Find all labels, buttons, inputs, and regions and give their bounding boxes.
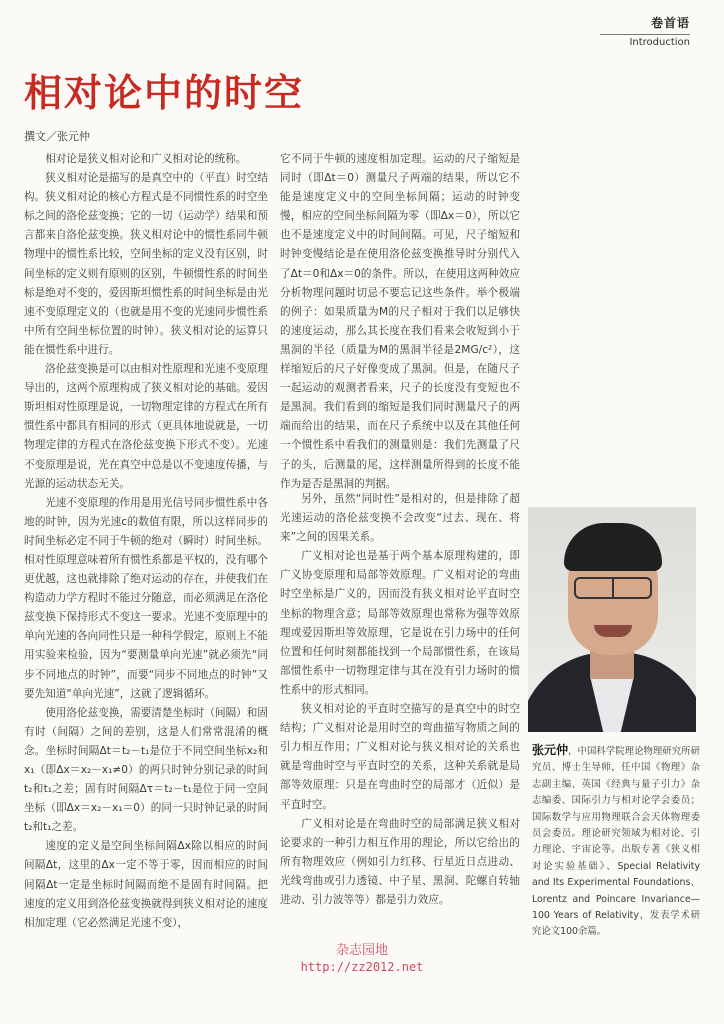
column-name-en: Introduction xyxy=(600,34,690,48)
paragraph: 广义相对论也是基于两个基本原理构建的，即广义协变原理和局部等效原理。广义相对论的弯曲时空坐标是广义的，因而没有狭义相对论平直时空坐标的物理含意；局部等效原理也常称为强等效原理或爱因斯坦等效原理，它是说在引力场中的任何位置和任何时刻都能找到一个局部惯性系，在该局部惯性系中一切物理定律与其在没有引力场时的惯性系中的形式相同。 xyxy=(280,550,520,696)
author-photo xyxy=(528,507,696,732)
paragraph: 光速不变原理的作用是用光信号同步惯性系中各地的时钟，因为光速c的数值有限，所以这样同步的时间坐标必定不同于牛顿的绝对（瞬时）时间坐标。相对性原理意味着所有惯性系都是平权的，没有哪个更优越，这也就排除了绝对运动的存在，并使我们在构造动力学方程时不能过分随意，而必须满足在洛伦兹变换下保持形式不变这一要求。光速不变原理中的单向光速的各向同性只是一种科学假定，原则上不能用实验来检验，因为“要测量单向光速”就必须先“同步不同地点的时钟”，而要“同步不同地点的时钟”又要先知道“单向光速”，这就了逻辑循环。 xyxy=(24,496,268,700)
paragraph: 它不同于牛顿的速度相加定理。运动的尺子缩短是同时（即Δt＝0）测量尺子两端的结果，所以它不能是速度定义中的空间坐标间隔；运动的时钟变慢，相应的空间坐标间隔为零（即Δx＝0），所以它也不是速度定义中的时间间隔。可见，尺子缩短和时钟变慢结论是在使用洛伦兹变换推导时分别代入了Δt＝0和Δx＝0的条件。所以，在使用这两种效应分析物理问题时切忌不要忘记这些条件。举个极端的例子：如果质量为M的尺子相对于我们以足够快的速度运动，那么其长度在我们看来会收短到小于黑洞的半径（质量为M的黑洞半径是2MG/c²），这样缩短后的尺子好像变成了黑洞。但是，在随尺子一起运动的观测者看来，尺子的长度没有变短也不是黑洞。我们看到的缩短是我们同时测量尺子的两端而给出的结果，而在尺子系统中以及在其他任何一个惯性系中看我们的测量则是：我们先测量了尺子的头，后测量的尾，这样测量所得到的长度不能作为是否是黑洞的判据。 xyxy=(280,153,520,490)
article-title: 相对论中的时空 xyxy=(24,70,305,115)
footer-site-name: 杂志园地 xyxy=(335,943,388,958)
paragraph: 狭义相对论的平直时空描写的是真空中的时空结构；广义相对论是用时空的弯曲描写物质之间的引力相互作用；广义相对论与狭义相对论的关系也就是弯曲时空与平直时空的关系，这种关系就是局部等效原理：只是在弯曲时空的局部才（近似）是平直时空。 xyxy=(280,703,520,811)
author-bio xyxy=(532,742,700,941)
column-middle-bottom xyxy=(280,490,520,910)
column-header xyxy=(600,14,690,48)
paragraph: 另外，虽然“同时性”是相对的，但是排除了超光速运动的洛伦兹变换不会改变“过去、现在、将来”之间的因果关系。 xyxy=(280,493,520,544)
byline: 撰文／张元仲 xyxy=(24,130,90,143)
paragraph: 速度的定义是空间坐标间隔Δx除以相应的时间间隔Δt，这里的Δx一定不等于零，因而相应的时间间隔Δt一定是坐标时间隔而绝不是固有时间隔。把速度的定义用到洛伦兹变换就得到狭义相对论的速度相加定理（它必然满足光速不变）， xyxy=(24,840,268,929)
paragraph: 广义相对论是在弯曲时空的局部满足狭义相对论要求的一种引力相互作用的理论，所以它给出的所有物理效应（例如引力红移、行星近日点进动、光线弯曲或引力透镜、中子星、黑洞、陀螺自转轴进动、引力波等等）都是引力效应。 xyxy=(280,817,520,906)
paragraph: 相对论是狭义相对论和广义相对论的统称。 xyxy=(45,153,247,165)
paragraph: 狭义相对论是描写的是真空中的（平直）时空结构。狭义相对论的核心方程式是不同惯性系的时空坐标之间的洛伦兹变换；它的一切（运动学）结果和预言都来自洛伦兹变换。狭义相对论中的惯性系同牛顿物理中的惯性系比较，空间坐标的定义没有区别，时间坐标的定义则有原则的区别，牛顿惯性系的时间坐标是绝对不变的，爱因斯坦惯性系的时间坐标是由光速不变原理定义的（也就是用不变的光速同步惯性系中所有空间坐标位置的时钟）。狭义相对论的运算只能在惯性系中进行。 xyxy=(24,172,268,356)
author-bio-text: ，中国科学院理论物理研究所研究员、博士生导师，任中国《物理》杂志副主编、英国《经典与量子引力》杂志编委、国际引力与相对论学会委员；国际数学与应用物理联合会天体物理委员会委员。理论研究领域为相对论、引力理论、宇宙论等。出版专著《狭义相对论实验基础》、Special Relativity and Its Experimental Foundations、Lorentz and Poincare Invariance—100 Years of Relativity，发表学术研究论文100余篇。 xyxy=(532,746,700,938)
footer-url[interactable]: http://zz2012.net xyxy=(300,960,424,974)
paragraph: 使用洛伦兹变换，需要清楚坐标时（间隔）和固有时（间隔）之间的差别，这是人们常常混淆的概念。坐标时间隔Δt＝t₂－t₁是位于不同空间坐标x₂和x₁（即Δx＝x₂－x₁≠0）的两只时钟分别记录的时间t₂和t₁之差；固有时间隔Δτ＝t₂－t₁是位于同一空间坐标（即Δx＝x₂－x₁＝0）的同一只时钟记录的时间t₂和t₁之差。 xyxy=(24,706,268,834)
author-name: 张元仲 xyxy=(532,743,569,757)
footer-watermark xyxy=(0,942,724,976)
paragraph: 洛伦兹变换是可以由相对性原理和光速不变原理导出的，这两个原理构成了狭义相对论的基础。爱因斯坦相对性原理是说，一切物理定律的方程式在所有惯性系中都具有相同的形式（更具体地说就是，一切物理定律的方程式在洛伦兹变换下形式不变）。光速不变原理是说，光在真空中总是以不变速度传播，与光源的运动状态无关。 xyxy=(24,363,268,490)
column-middle-top xyxy=(280,150,520,494)
column-name: 卷首语 xyxy=(650,16,690,30)
column-left xyxy=(24,150,268,933)
